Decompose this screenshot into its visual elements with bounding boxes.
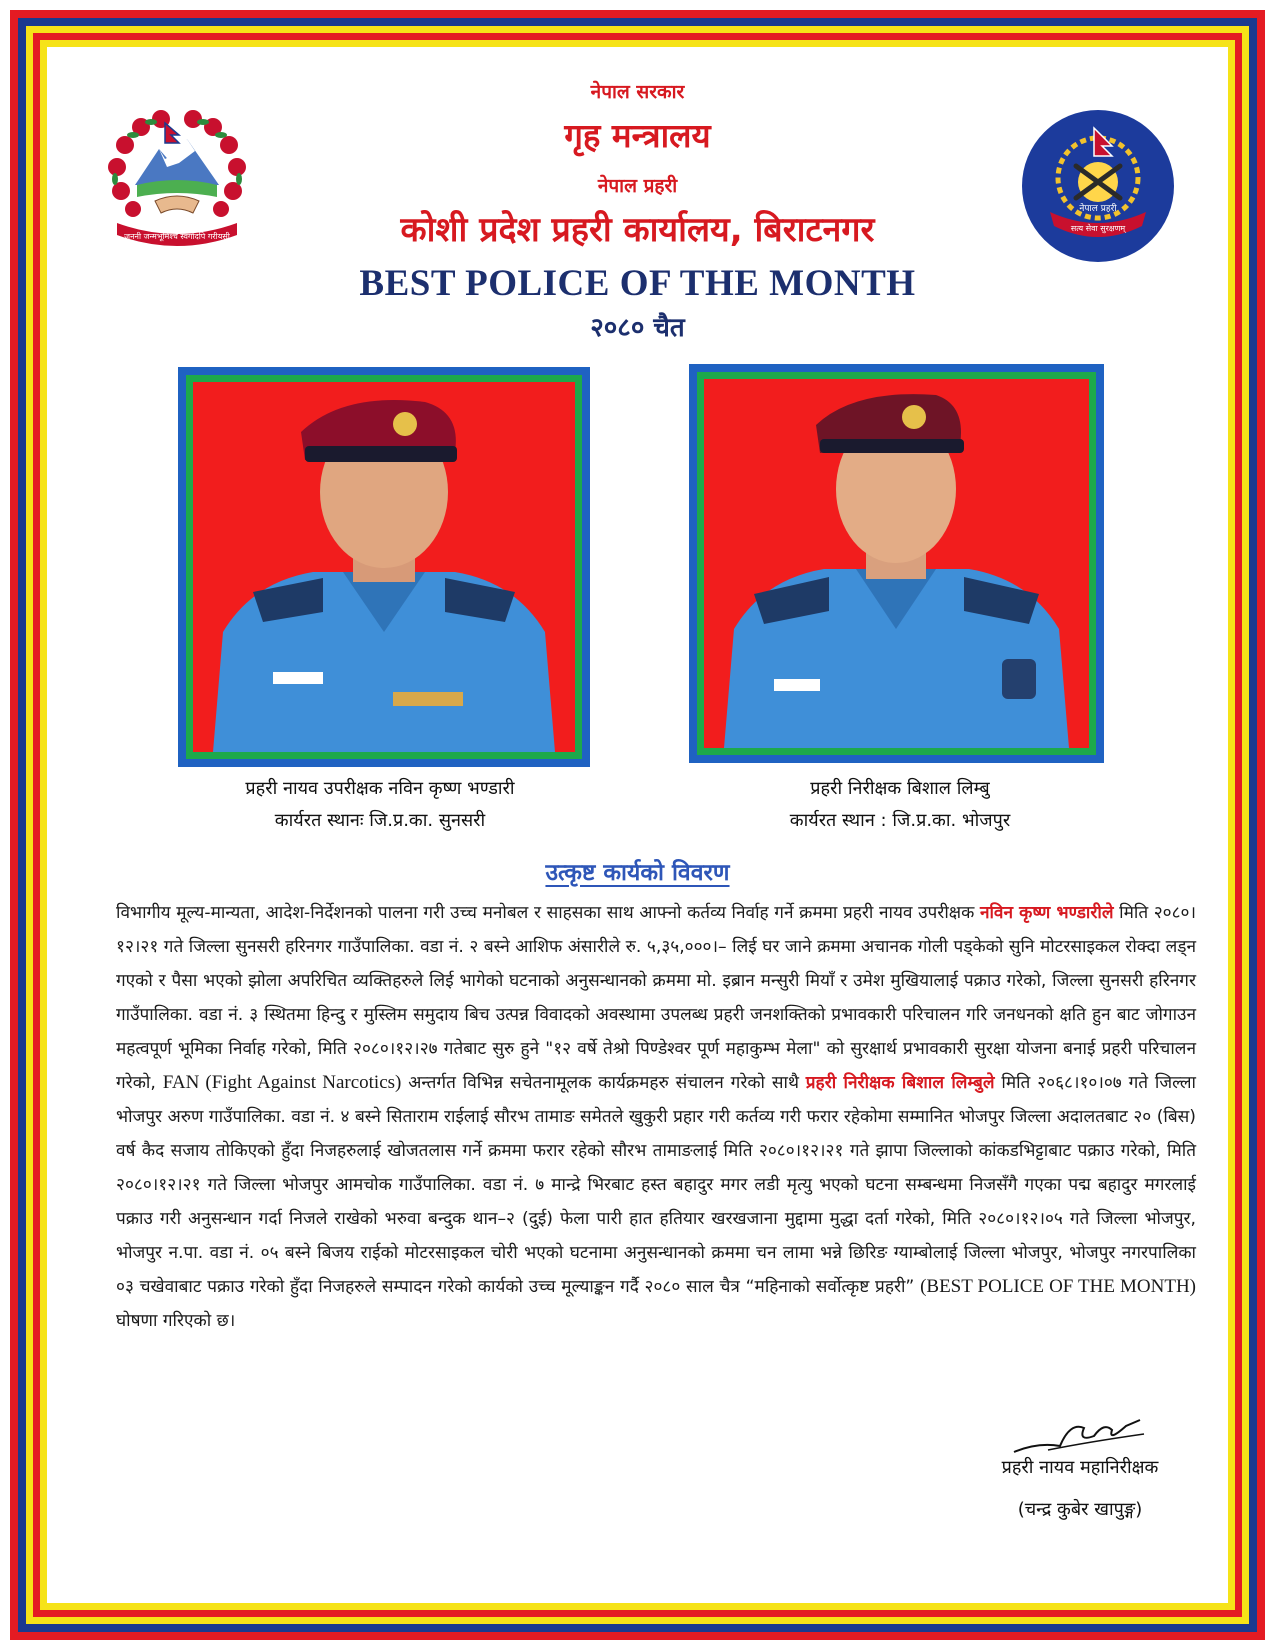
officer-posting-2: कार्यरत स्थान : जि.प्र.का. भोजपुर [789, 810, 1011, 831]
officer-portrait-2 [704, 379, 1089, 748]
government-heading: नेपाल सरकार [590, 81, 685, 103]
officer-name-2: प्रहरी निरीक्षक बिशाल लिम्बु [810, 778, 990, 799]
office-heading: कोशी प्रदेश प्रहरी कार्यालय, बिराटनगर [400, 210, 875, 250]
signature-icon [1008, 1412, 1148, 1460]
officer-highlight-1: नविन कृष्ण भण्डारीले [979, 903, 1114, 923]
officer-photo-1 [178, 367, 590, 767]
police-logo-top-text: नेपाल प्रहरी [1079, 204, 1117, 214]
signatory-title: प्रहरी नायव महानिरीक्षक [1001, 1457, 1159, 1478]
officer-name-1: प्रहरी नायव उपरीक्षक नविन कृष्ण भण्डारी [245, 778, 515, 799]
section-title: उत्कृष्ट कार्यको विवरण [545, 860, 730, 886]
officer-caption-2 [680, 773, 1120, 837]
emblem-motto: जननी जन्मभूमिश्च स्वर्गादपि गरीयसी [124, 232, 230, 241]
signatory-name: (चन्द्र कुबेर खापुङ्ग) [1017, 1499, 1143, 1520]
officer-photo-2 [689, 364, 1104, 763]
ministry-heading: गृह मन्त्रालय [564, 116, 711, 155]
officer-portrait-1 [193, 382, 575, 752]
officer-caption-1 [150, 773, 610, 837]
police-heading: नेपाल प्रहरी [597, 175, 678, 197]
award-month: २०८० चैत [590, 313, 685, 343]
achievement-description: विभागीय मूल्य-मान्यता, आदेश-निर्देशनको पालना गरी उच्च मनोबल र साहसका साथ आफ्नो कर्तव्य निर्वाह गर्ने क्रममा प्रहरी नायव उपरीक्षक नविन कृष्ण भण्डारीले मिति २०८०।१२।२१ गते जिल्ला सुनसरी हरिनगर गाउँपालिका. वडा नं. २ बस्ने आशिफ अंसारीले रु. ५,३५,०००।– लिई घर जाने क्रममा अचानक गोली पड्केको सुनि मोटरसाइकल रोक्दा लड्न गएको र पैसा भएको झोला अपरिचित व्यक्तिहरुले लिई भागेको घटनाको अनुसन्धानको क्रममा मो. इब्रान मन्सुरी मियाँ र उमेश मुखियालाई पक्राउ गरेको, जिल्ला सुनसरी हरिनगर गाउँपालिका. वडा नं. ३ स्थितमा हिन्दु र मुस्लिम समुदाय बिच उत्पन्न विवादको अवस्थामा उपलब्ध प्रहरी जनशक्तिको प्रभावकारी परिचालन गरि जनधनको क्षति हुन बाट जोगाउन महत्वपूर्ण भूमिका निर्वाह गरेको, मिति २०८०।१२।२७ गतेबाट सुरु हुने "१२ वर्षे तेश्रो पिण्डेश्वर पूर्ण महाकुम्भ मेला" को सुरक्षार्थ प्रभावकारी सुरक्षा योजना बनाई प्रहरी परिचालन गरेको, FAN (Fight Against Narcotics) अन्तर्गत विभिन्न सचेतनामूलक कार्यक्रमहरु संचालन गरेको साथै प्रहरी निरीक्षक बिशाल लिम्बुले मिति २०६८।१०।०७ गते जिल्ला भोजपुर अरुण गाउँपालिका. वडा नं. ४ बस्ने सिताराम राईलाई सौरभ तामाङ समेतले खुकुरी प्रहार गरी कर्तव्य गरी फरार रहेकोमा सम्मानित भोजपुर जिल्ला अदालतबाट २० (बिस) वर्ष कैद सजाय तोकिएको हुँदा निजहरुलाई खोजतलास गर्ने क्रममा फरार रहेको सौरभ तामाङलाई मिति २०८०।१२।२१ गते झापा जिल्लाको कांकडभिट्टाबाट पक्राउ गरेको, मिति २०८०।१२।२१ गते जिल्ला भोजपुर आमचोक गाउँपालिका. वडा नं. ७ मान्द्रे भिरबाट हस्त बहादुर मगर लडी मृत्यु भएको घटना सम्बन्धमा निजसँगै गएका पद्म बहादुर मगरलाई पक्राउ गरी अनुसन्धान गर्दा निजले राखेको भरुवा बन्दुक थान–२ (दुई) फेला पारी हात हतियार खरखजाना मुद्दामा मुद्धा दर्ता गरेको, मिति २०८०।१२।०५ गते जिल्ला भोजपुर, भोजपुर न.पा. वडा नं. ०५ बस्ने बिजय राईको मोटरसाइकल चोरी भएको घटनामा अनुसन्धानको क्रममा चन लामा भन्ने छिरिङ ग्याम्बोलाई जिल्ला भोजपुर, भोजपुर नगरपालिका ०३ चखेवाबाट पक्राउ गरेको हुँदा निजहरुले सम्पादन गरेको कार्यको उच्च मूल्याङ्कन गर्दै २०८० साल चैत्र “महिनाको सर्वोत्कृष्ट प्रहरी” (BEST POLICE OF THE MONTH) घोषणा गरिएको छ। [116, 903, 1197, 1331]
police-logo-motto: सत्य सेवा सुरक्षणम् [1070, 224, 1126, 233]
award-title: BEST POLICE OF THE MONTH [359, 263, 916, 304]
officer-highlight-2: प्रहरी निरीक्षक बिशाल लिम्बुले [805, 1073, 995, 1093]
officer-posting-1: कार्यरत स्थानः जि.प्र.का. सुनसरी [274, 810, 486, 831]
